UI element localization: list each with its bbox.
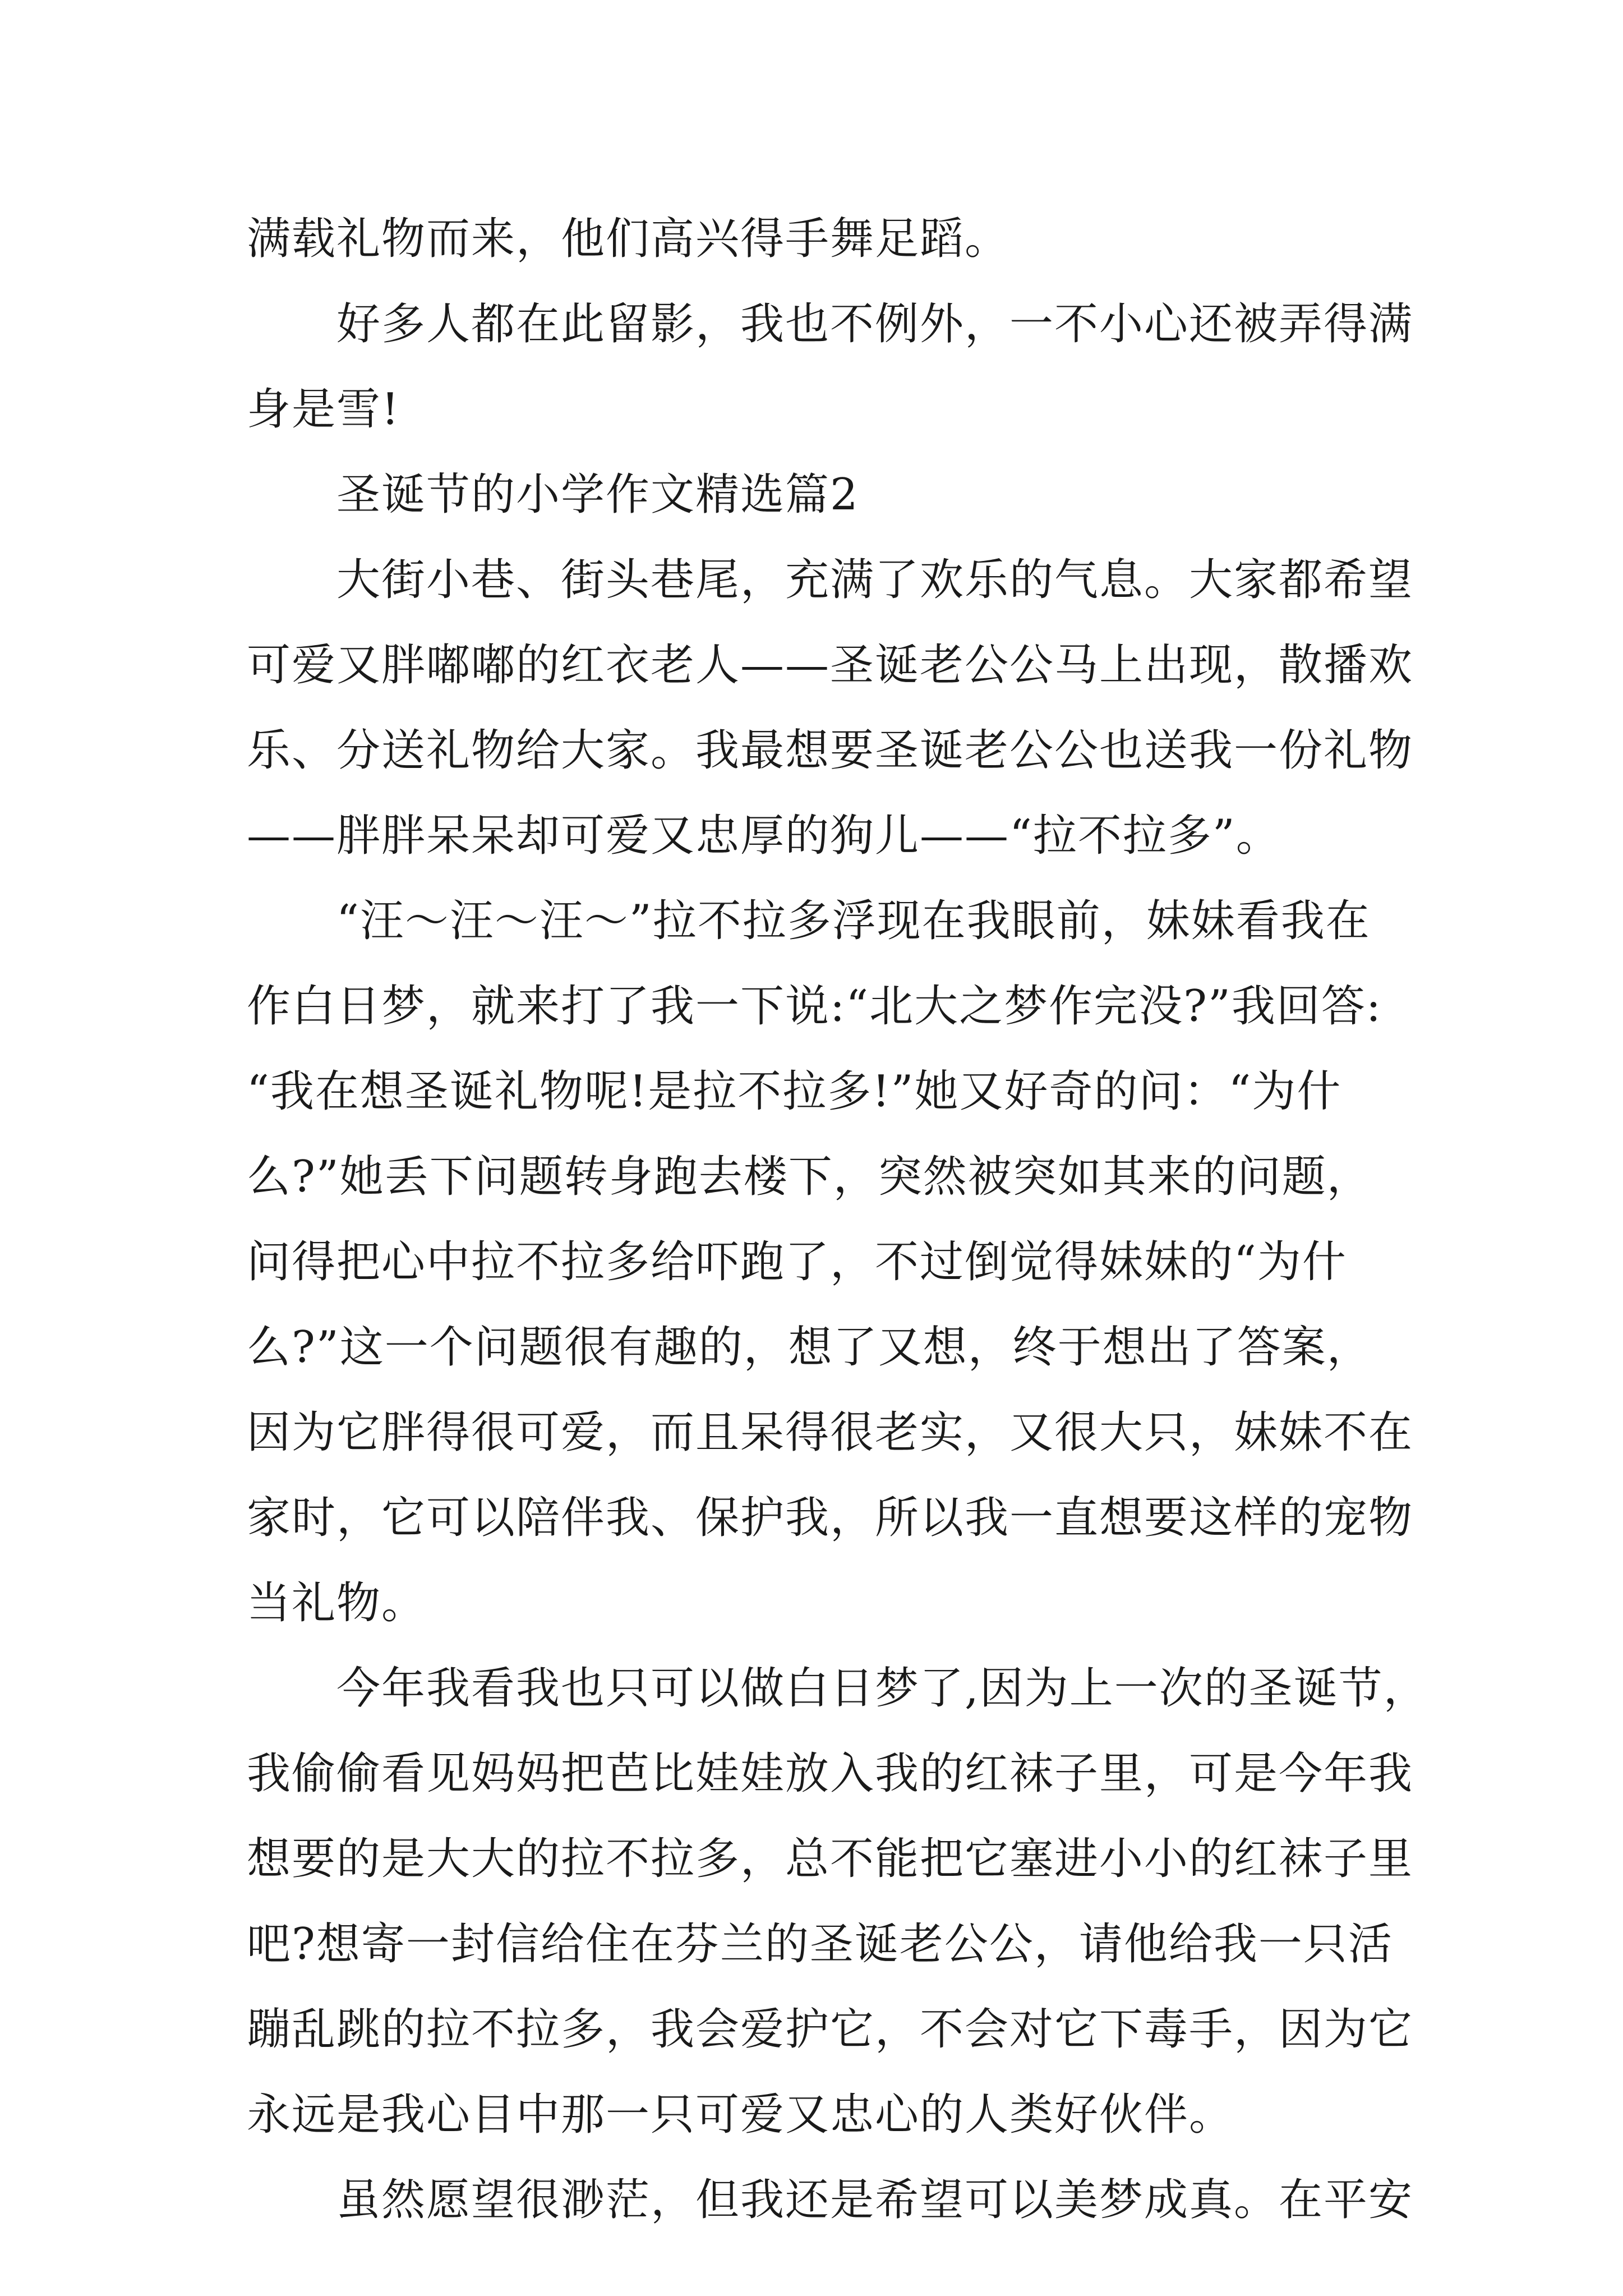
text-line: 因为它胖得很可爱，而且呆得很老实，又很大只，妹妹不在 [247,1407,1414,1458]
text-line: 大街小巷、街头巷尾，充满了欢乐的气息。大家都希望 [336,555,1414,605]
text-line: “汪～汪～汪～”拉不拉多浮现在我眼前，妹妹看我在 [336,896,1371,946]
text-line: 想要的是大大的拉不拉多，总不能把它塞进小小的红袜子里 [247,1834,1414,1884]
text-line: 吧?想寄一封信给住在芬兰的圣诞老公公，请他给我一只活 [247,1919,1393,1970]
text-line: 家时，它可以陪伴我、保护我，所以我一直想要这样的宠物 [247,1493,1414,1543]
text-line: “我在想圣诞礼物呢!是拉不拉多!”她又好奇的问：“为什 [247,1066,1342,1117]
text-line: 我偷偷看见妈妈把芭比娃娃放入我的红袜子里，可是今年我 [247,1749,1414,1799]
text-line: 乐、分送礼物给大家。我最想要圣诞老公公也送我一份礼物 [247,725,1414,776]
text-line: 身是雪! [247,384,400,435]
text-line: 今年我看我也只可以做白日梦了,因为上一次的圣诞节， [336,1663,1428,1714]
text-line: 虽然愿望很渺茫，但我还是希望可以美梦成真。在平安 [336,2175,1414,2225]
text-line: 作白日梦，就来打了我一下说:“北大之梦作完没?”我回答: [247,981,1382,1032]
text-line: ——胖胖呆呆却可爱又忠厚的狗儿——“拉不拉多”。 [247,811,1281,861]
text-line: 蹦乱跳的拉不拉多，我会爱护它，不会对它下毒手，因为它 [247,2004,1414,2055]
section-heading: 圣诞节的小学作文精选篇2 [336,470,859,520]
text-line: 永远是我心目中那一只可爱又忠心的人类好伙伴。 [247,2090,1234,2140]
text-line: 好多人都在此留影，我也不例外，一不小心还被弄得满 [336,299,1414,349]
text-line: 问得把心中拉不拉多给吓跑了，不过倒觉得妹妹的“为什 [247,1237,1347,1287]
essay-body [247,196,1428,2243]
text-line: 满载礼物而来，他们高兴得手舞足蹈。 [247,214,1010,264]
text-line: 可爱又胖嘟嘟的红衣老人——圣诞老公公马上出现，散播欢 [247,640,1414,691]
text-line: 么?”她丢下问题转身跑去楼下，突然被突如其来的问题， [247,1152,1372,1202]
text-line: 么?”这一个问题很有趣的，想了又想，终于想出了答案， [247,1322,1372,1373]
text-line: 当礼物。 [247,1578,427,1628]
